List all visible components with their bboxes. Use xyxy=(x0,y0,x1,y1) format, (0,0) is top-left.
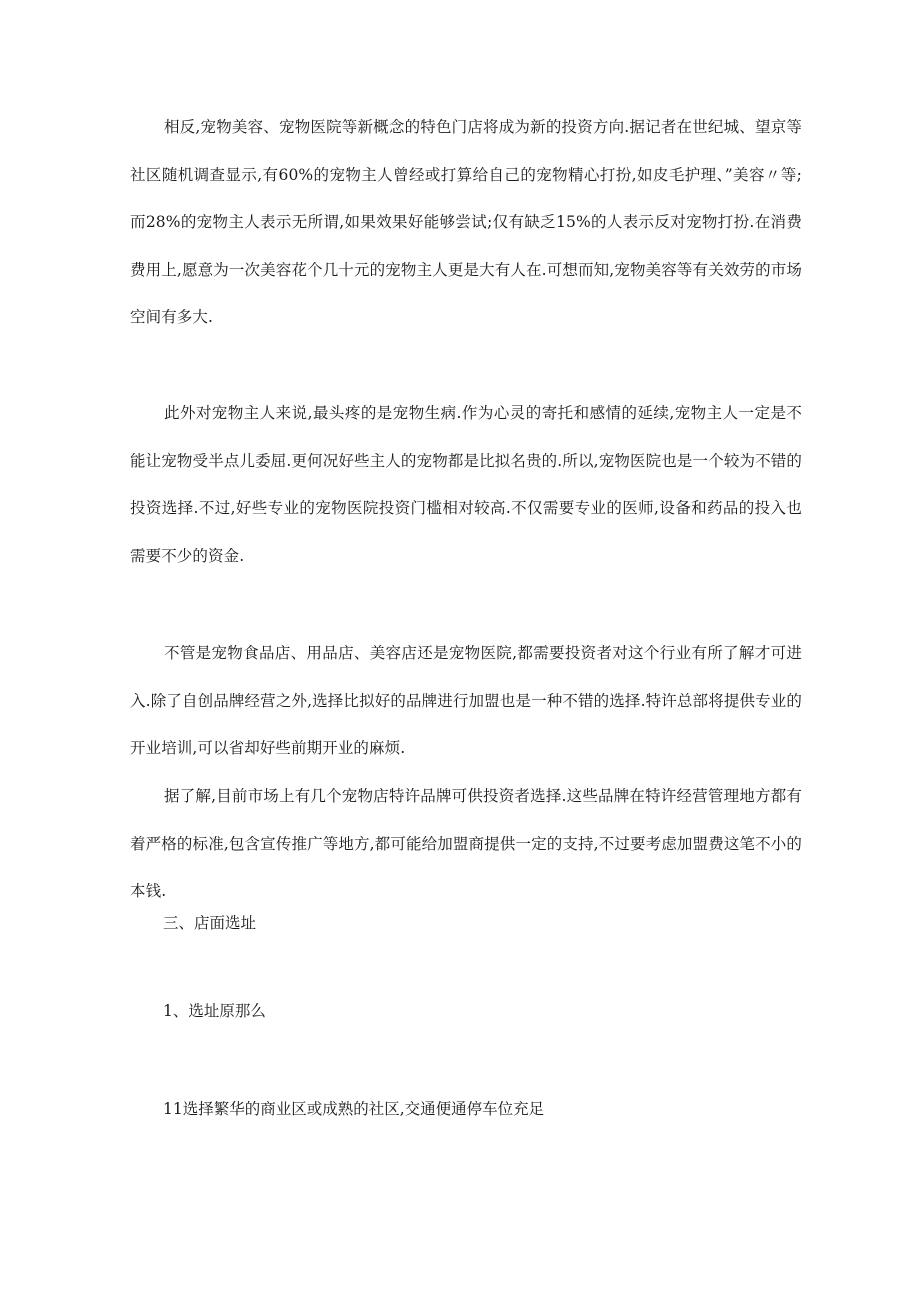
section-heading-store-location: 三、店面选址 xyxy=(163,914,257,932)
paragraph-pet-grooming: 相反,宠物美容、宠物医院等新概念的特色门店将成为新的投资方向.据记者在世纪城、望京等社区随机调查显示,有60%的宠物主人曾经或打算给自己的宠物精心打扮,如皮毛护理、”美容〃等;而28%的宠物主人表示无所谓,如果效果好能够尝试;仅有缺乏15%的人表示反对宠物打扮.在消费费用上,愿意为一次美容花个几十元的宠物主人更是大有人在.可想而知,宠物美容等有关效劳的市场空间有多大. xyxy=(130,118,802,326)
paragraph-brands: 据了解,目前市场上有几个宠物店特许品牌可供投资者选择.这些品牌在特许经营管理地方都有着严格的标准,包含宣传推广等地方,都可能给加盟商提供一定的支持,不过要考虑加盟费这笔不小的本钱. xyxy=(130,787,802,900)
subheading-busy-commercial-area: 11选择繁华的商业区或成熟的社区,交通便通停车位充足 xyxy=(163,1100,545,1118)
subheading-location-principles: 1、选址原那么 xyxy=(163,1002,266,1020)
paragraph-pet-hospital: 此外对宠物主人来说,最头疼的是宠物生病.作为心灵的寄托和感情的延续,宠物主人一定是不能让宠物受半点儿委屈.更何况好些主人的宠物都是比拟名贵的.所以,宠物医院也是一个较为不错的投资选择.不过,好些专业的宠物医院投资门槛相对较高.不仅需要专业的医师,设备和药品的投入也需要不少的资金. xyxy=(130,404,802,565)
paragraph-franchise: 不管是宠物食品店、用品店、美容店还是宠物医院,都需要投资者对这个行业有所了解才可进入.除了自创品牌经营之外,选择比拟好的品牌进行加盟也是一种不错的选择.特许总部将提供专业的开业培训,可以省却好些前期开业的麻烦. xyxy=(130,644,802,757)
